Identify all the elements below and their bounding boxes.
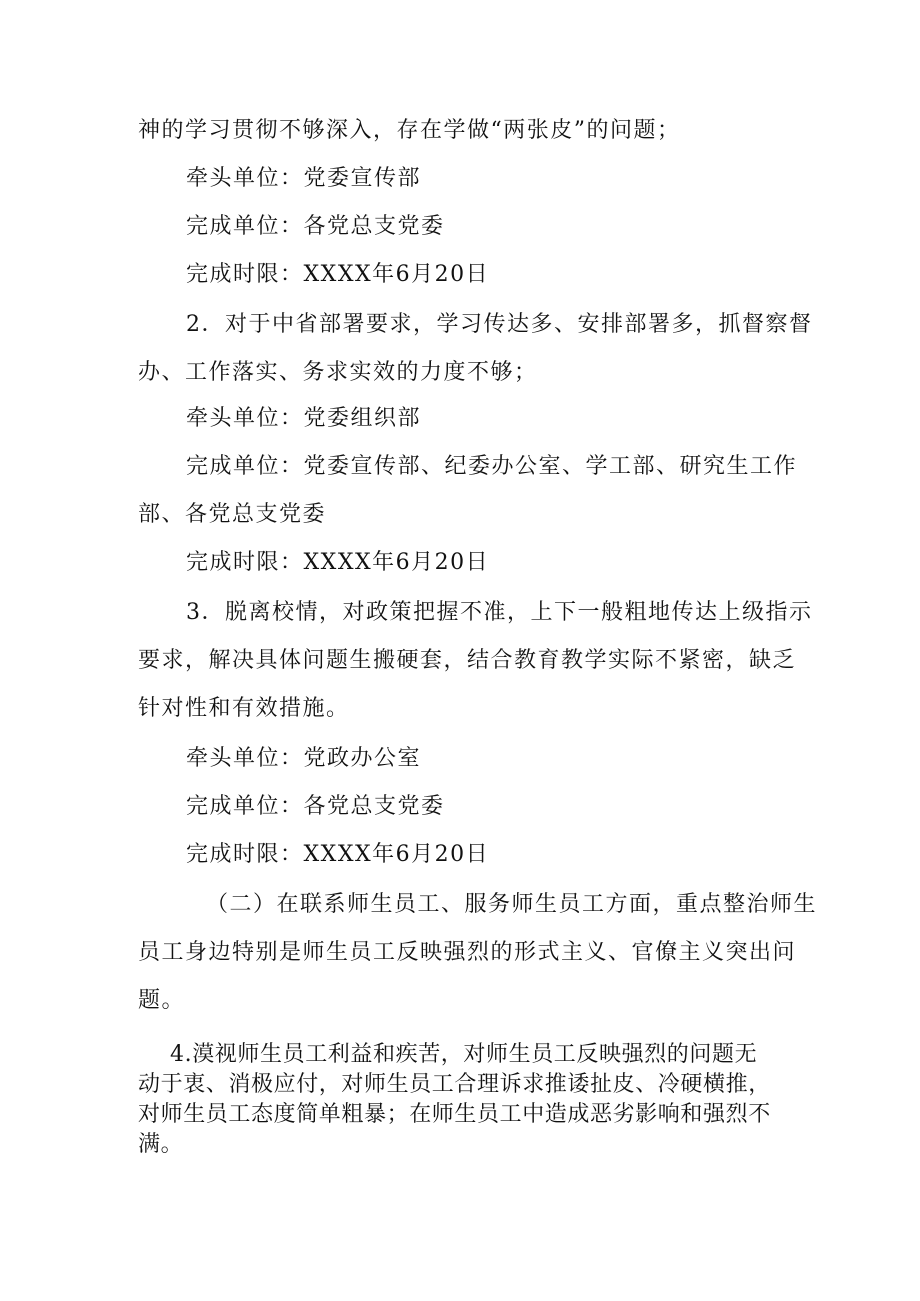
text-line-lead-unit: 牵头单位：党委宣传部 xyxy=(186,166,422,191)
text-line-deadline: 完成时限：XXXX年6月20日 xyxy=(186,842,490,867)
text-line-item-2-cont: 办、工作落实、务求实效的力度不够； xyxy=(138,360,538,385)
text-line-continuation: 神的学习贯彻不够深入，存在学做“两张皮”的问题； xyxy=(138,118,681,143)
text-line-complete-unit: 完成单位：党委宣传部、纪委办公室、学工部、研究生工作 xyxy=(186,454,798,479)
text-line-item-4: 4.漠视师生员工利益和疾苦，对师生员工反映强烈的问题无 xyxy=(170,1042,758,1067)
text-line-section-2-cont: 题。 xyxy=(138,988,186,1013)
text-line-deadline: 完成时限：XXXX年6月20日 xyxy=(186,262,490,287)
text-line-complete-unit-cont: 部、各党总支党委 xyxy=(138,502,327,527)
text-line-item-4-cont: 满。 xyxy=(138,1132,184,1157)
text-line-section-2-cont: 员工身边特别是师生员工反映强烈的形式主义、官僚主义突出问 xyxy=(138,940,797,965)
text-line-item-3-cont: 针对性和有效措施。 xyxy=(138,696,350,721)
text-line-lead-unit: 牵头单位：党政办公室 xyxy=(186,746,422,771)
text-line-section-2: （二）在联系师生员工、服务师生员工方面，重点整治师生 xyxy=(206,892,818,917)
text-line-item-4-cont: 动于衷、消极应付，对师生员工合理诉求推诿扯皮、冷硬横推， xyxy=(138,1072,771,1097)
text-line-item-2: 2．对于中省部署要求，学习传达多、安排部署多，抓督察督 xyxy=(186,312,813,337)
text-line-complete-unit: 完成单位：各党总支党委 xyxy=(186,214,445,239)
text-line-item-3-cont: 要求，解决具体问题生搬硬套，结合教育教学实际不紧密，缺乏 xyxy=(138,648,797,673)
text-line-item-3: 3．脱离校情，对政策把握不准，上下一般粗地传达上级指示 xyxy=(186,600,813,625)
text-line-lead-unit: 牵头单位：党委组织部 xyxy=(186,406,422,431)
text-line-item-4-cont: 对师生员工态度简单粗暴；在师生员工中造成恶劣影响和强烈不 xyxy=(138,1102,771,1127)
text-line-complete-unit: 完成单位：各党总支党委 xyxy=(186,794,445,819)
text-line-deadline: 完成时限：XXXX年6月20日 xyxy=(186,550,490,575)
